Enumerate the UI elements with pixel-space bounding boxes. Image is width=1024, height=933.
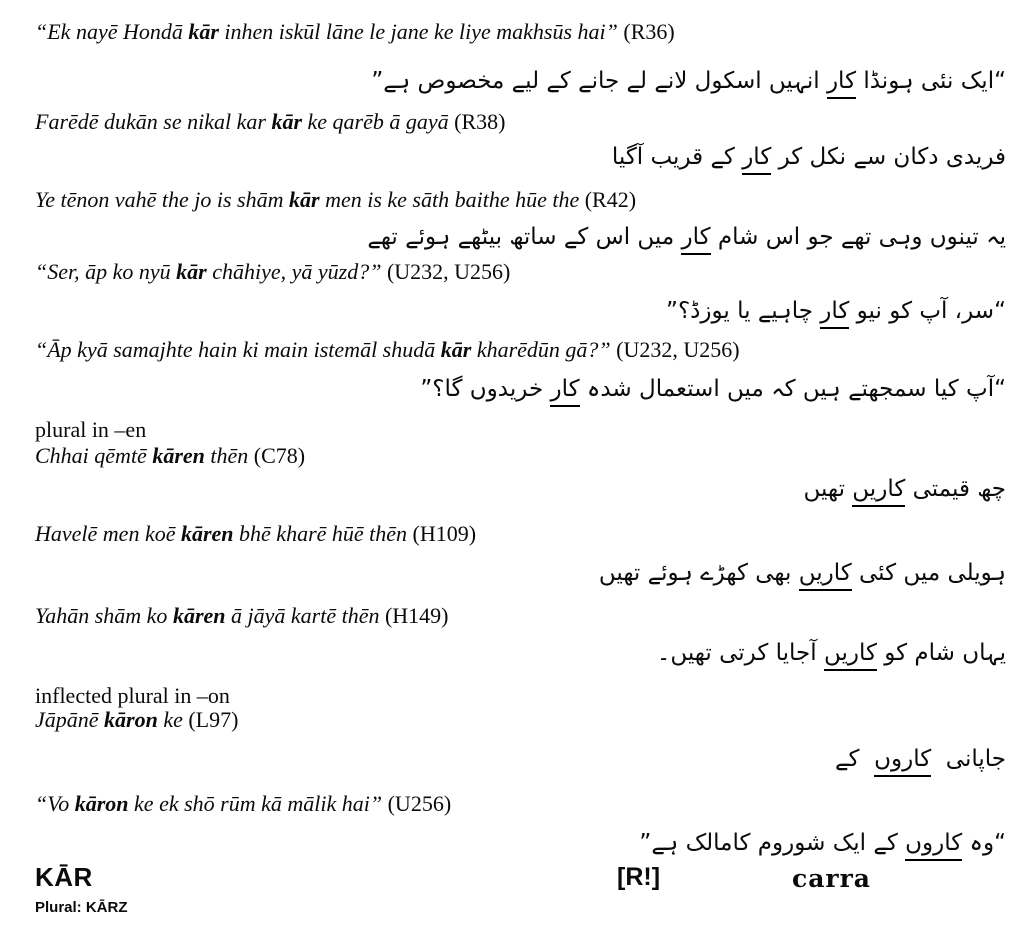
urdu-post: تھیں	[803, 476, 845, 502]
urdu-pre: یہاں شام کو	[884, 640, 1006, 666]
latin-pre: Farēdē dukān se nikal kar	[35, 109, 272, 134]
urdu-post: میں اس کے ساتھ بیٹھے ہوئے تھے	[367, 224, 675, 250]
keyword-bold: kār	[176, 259, 207, 284]
urdu-pre: “وہ	[969, 830, 1006, 856]
example-urdu-6	[35, 472, 1006, 507]
example-latin-10	[35, 790, 1004, 818]
latin-post: ā jāyā kartē thēn	[225, 603, 380, 628]
keyword-bold: kāron	[104, 707, 158, 732]
source-ref: (H149)	[379, 603, 449, 628]
grammar-tag: [R!]	[617, 863, 661, 891]
source-ref: (U256)	[382, 791, 452, 816]
latin-pre: Yahān shām ko	[35, 603, 173, 628]
example-urdu-1	[35, 64, 1006, 99]
example-urdu-10	[35, 826, 1006, 861]
urdu-keyword-underlined: کاریں	[799, 559, 852, 591]
source-ref: (R36)	[617, 19, 675, 44]
plural-note: Plural: KĀRZ	[35, 899, 128, 916]
latin-pre: “Ser, āp ko nyū	[35, 259, 177, 284]
urdu-pre: “ایک نئی ہونڈا	[863, 68, 1006, 94]
urdu-post: آجایا کرتی تھیں۔	[656, 640, 817, 666]
example-urdu-9	[35, 742, 1006, 777]
urdu-keyword-underlined: کار	[827, 67, 856, 99]
urdu-keyword-underlined: کاریں	[824, 639, 877, 671]
latin-post: ke ek shō rūm kā mālik hai”	[128, 791, 383, 816]
example-urdu-5	[35, 372, 1006, 407]
urdu-keyword-underlined: کار	[681, 223, 710, 255]
urdu-post: انہیں اسکول لانے لے جانے کے لیے مخصوص ہے”	[371, 68, 820, 94]
source-ref: (L97)	[182, 707, 239, 732]
example-latin-6	[35, 442, 1004, 470]
urdu-post: خریدوں گا؟”	[420, 376, 544, 402]
latin-pre: “Ek nayē Hondā	[35, 19, 189, 44]
urdu-pre: “سر، آپ کو نیو	[856, 298, 1006, 324]
urdu-pre: چھ قیمتی	[912, 476, 1006, 502]
urdu-pre: جاپانی	[945, 746, 1006, 772]
example-urdu-7	[35, 556, 1006, 591]
example-latin-3	[35, 186, 1004, 214]
urdu-keyword-underlined: کاریں	[852, 475, 905, 507]
latin-post: thēn	[204, 443, 249, 468]
footer-carra-blackletter: carra	[792, 864, 871, 893]
urdu-post: بھی کھڑے ہوئے تھیں	[598, 560, 792, 586]
source-ref: (H109)	[407, 521, 477, 546]
urdu-pre: یہ تینوں وہی تھے جو اس شام	[717, 224, 1006, 250]
example-urdu-4	[35, 294, 1006, 329]
urdu-keyword-underlined: کار	[742, 143, 771, 175]
source-ref: (R42)	[579, 187, 637, 212]
keyword-bold: kār	[188, 19, 219, 44]
keyword-bold: kāren	[152, 443, 205, 468]
latin-post: ke qarēb ā gayā	[302, 109, 449, 134]
latin-pre: Havelē men koē	[35, 521, 181, 546]
latin-post: bhē kharē hūē thēn	[233, 521, 408, 546]
source-ref: (U232, U256)	[381, 259, 511, 284]
example-latin-4	[35, 258, 1004, 286]
urdu-post: کے قریب آگیا	[611, 144, 735, 170]
latin-post: chāhiye, yā yūzd?”	[206, 259, 382, 284]
keyword-bold: kāren	[180, 521, 234, 546]
source-ref: (R38)	[448, 109, 506, 134]
example-latin-2	[35, 108, 1004, 136]
example-latin-5	[35, 336, 1004, 364]
section-header-plural-en: plural in –en	[35, 417, 147, 442]
example-latin-1	[35, 18, 1004, 46]
urdu-post: کے ایک شوروم کامالک ہے”	[639, 830, 898, 856]
urdu-post: کے	[835, 746, 860, 772]
urdu-keyword-underlined: کار	[550, 375, 579, 407]
latin-post: men is ke sāth baithe hūe the	[319, 187, 580, 212]
section-header-plural-on: inflected plural in –on	[35, 683, 230, 708]
urdu-keyword-underlined: کار	[820, 297, 849, 329]
urdu-pre: فریدی دکان سے نکل کر	[778, 144, 1006, 170]
latin-pre: Chhai qēmtē	[35, 443, 153, 468]
source-ref: (U232, U256)	[610, 337, 740, 362]
example-latin-9	[35, 706, 1004, 734]
latin-post: kharēdūn gā?”	[471, 337, 611, 362]
latin-post: ke	[157, 707, 183, 732]
latin-pre: Ye tēnon vahē the jo is shām	[35, 187, 289, 212]
urdu-keyword-underlined: کاروں	[905, 829, 962, 861]
source-ref: (C78)	[248, 443, 306, 468]
latin-pre: “Āp kyā samajhte hain ki main istemāl shudā	[35, 337, 441, 362]
urdu-keyword-underlined: کاروں	[874, 745, 931, 777]
latin-pre: Jāpānē	[35, 707, 105, 732]
latin-post: inhen iskūl lāne le jane ke liye makhsūs hai”	[218, 19, 618, 44]
example-urdu-2	[35, 140, 1006, 175]
urdu-pre: “آپ کیا سمجھتے ہیں کہ میں استعمال شدہ	[586, 376, 1006, 402]
keyword-bold: kār	[440, 337, 472, 362]
example-latin-8	[35, 602, 1004, 630]
latin-pre: “Vo	[35, 791, 75, 816]
keyword-bold: kāren	[172, 603, 226, 628]
keyword-bold: kāron	[74, 791, 129, 816]
urdu-pre: ہویلی میں کئی	[859, 560, 1006, 586]
example-urdu-3	[35, 220, 1006, 255]
urdu-post: چاہیے یا یوزڈ؟”	[666, 298, 813, 324]
keyword-bold: kār	[289, 187, 320, 212]
entry-headword: KĀR	[35, 862, 93, 892]
keyword-bold: kār	[271, 109, 302, 134]
example-urdu-8	[35, 636, 1006, 671]
example-latin-7	[35, 520, 1004, 548]
